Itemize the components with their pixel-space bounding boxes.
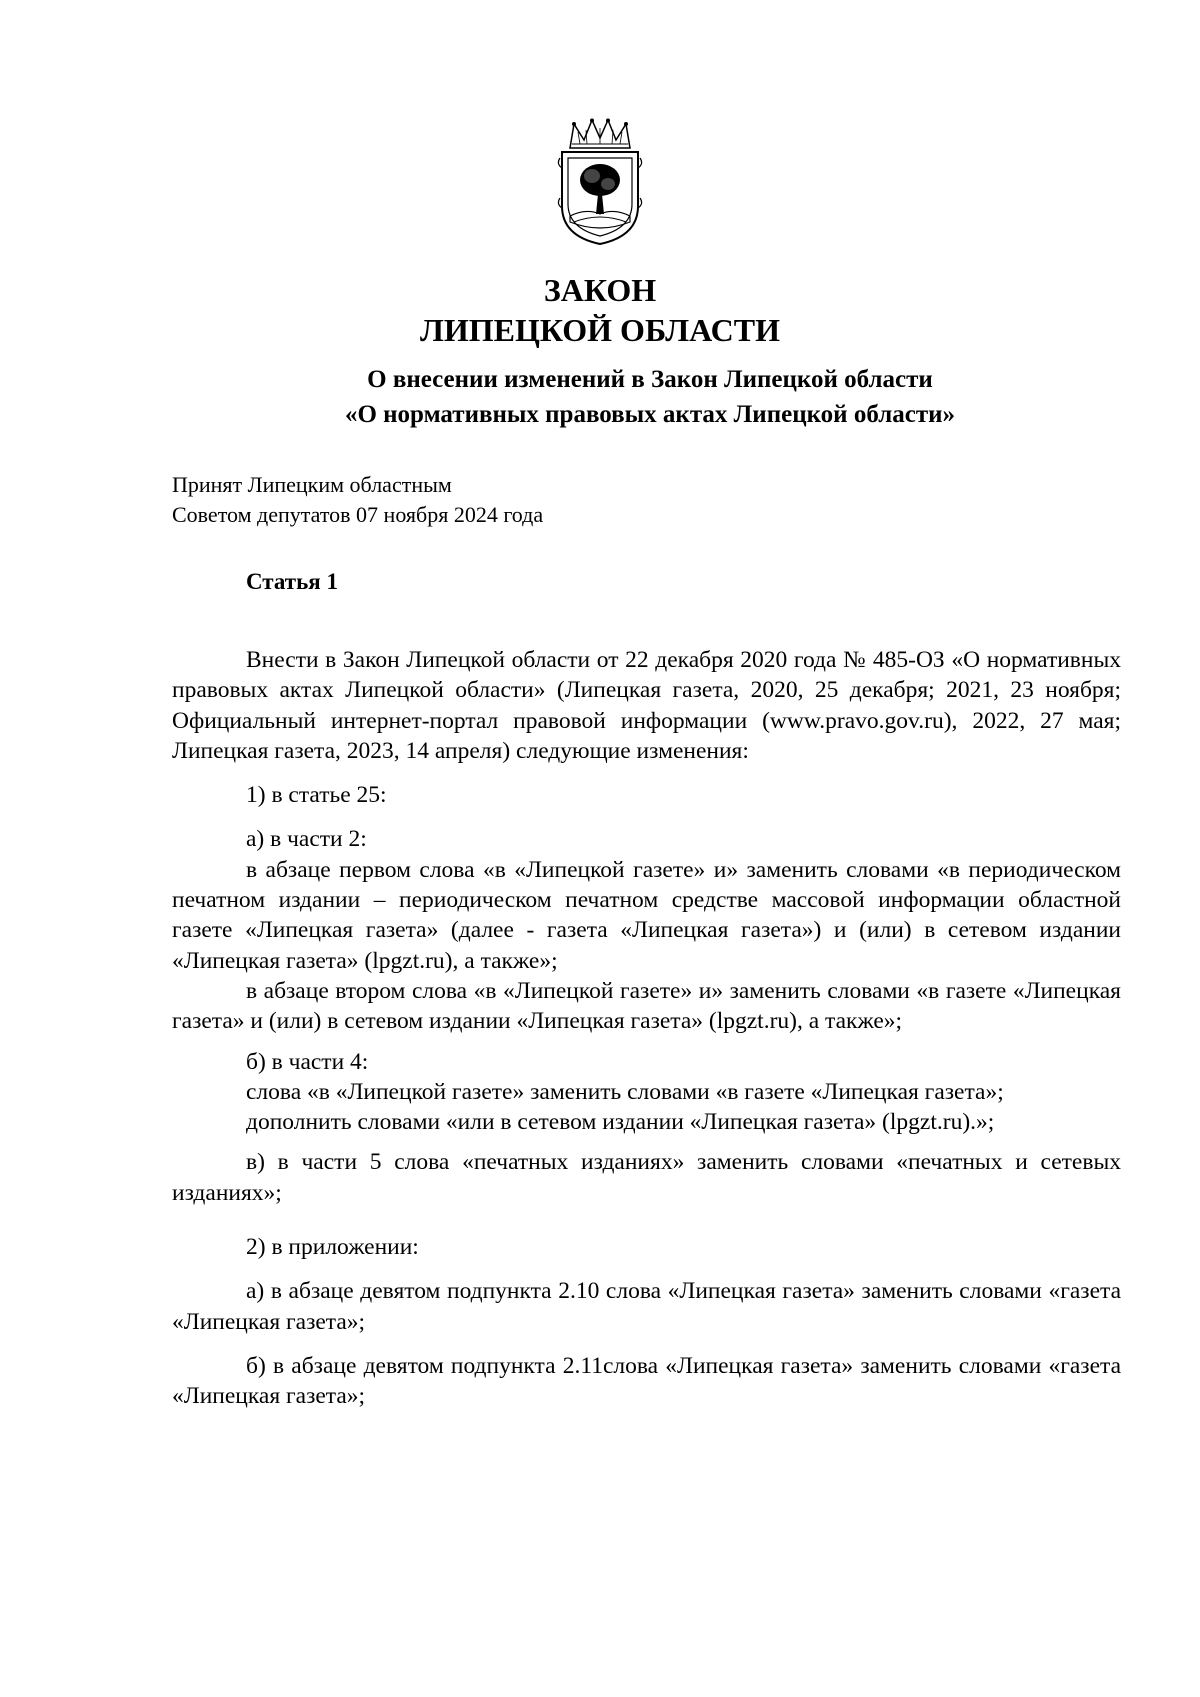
article-paragraph: а) в части 2: xyxy=(246,826,367,853)
document-type-title: ЗАКОН xyxy=(543,272,657,308)
article-paragraph: Внести в Закон Липецкой области от 22 декабря 2020 года № 485-ОЗ «О нормативных правовых актах Липецкой области» (Липецкая газета, 2020, 25 декабря; 2021, 23 ноября; Официальный интернет-портал правовой информации (www.pravo.gov.ru), 2022, 27 мая; Липецкая газета, 2023, 14 апреля) следующие изменения: xyxy=(172,647,1121,764)
article-title: Статья 1 xyxy=(246,569,338,594)
law-subtitle-line-1: О внесении изменений в Закон Липецкой области xyxy=(367,366,933,393)
lipetsk-coat-of-arms-icon xyxy=(556,118,644,246)
region-title: ЛИПЕЦКОЙ ОБЛАСТИ xyxy=(420,312,780,348)
adoption-note xyxy=(172,470,543,530)
law-subtitle-line-2: «О нормативных правовых актах Липецкой области» xyxy=(344,401,956,428)
article-paragraph: 1) в статье 25: xyxy=(246,782,387,809)
adoption-note-line-1: Принят Липецким областным xyxy=(172,472,452,497)
article-paragraph: слова «в «Липецкой газете» заменить словами «в газете «Липецкая газета»; xyxy=(246,1078,1004,1105)
article-paragraph: в) в части 5 слова «печатных изданиях» заменить словами «печатных и сетевых изданиях»; xyxy=(172,1149,1121,1206)
article-body xyxy=(172,645,1121,1412)
article-paragraph: в абзаце втором слова «в «Липецкой газете» и» заменить словами «в газете «Липецкая газета» и (или) в сетевом издании «Липецкая газета» (lpgzt.ru), а также»; xyxy=(172,977,1121,1035)
article-paragraph: а) в абзаце девятом подпункта 2.10 слова «Липецкая газета» заменить словами «газета «Липецкая газета»; xyxy=(172,1278,1121,1335)
adoption-note-line-2: Советом депутатов 07 ноября 2024 года xyxy=(172,502,544,527)
article-paragraph: б) в части 4: xyxy=(246,1048,369,1075)
article-paragraph: дополнить словами «или в сетевом издании «Липецкая газета» (lpgzt.ru).»; xyxy=(246,1109,995,1136)
article-paragraph: б) в абзаце девятом подпункта 2.11слова «Липецкая газета» заменить словами «газета «Липецкая газета»; xyxy=(172,1352,1121,1410)
article-paragraph: 2) в приложении: xyxy=(246,1234,419,1261)
article-paragraph: в абзаце первом слова «в «Липецкой газете» и» заменить словами «в периодическом печатном издании – периодическом печатном средстве массовой информации областной газете «Липецкая газета» (далее - газета «Липецкая газета») и (или) в сетевом издании «Липецкая газета» (lpgzt.ru), а также»; xyxy=(172,856,1121,974)
